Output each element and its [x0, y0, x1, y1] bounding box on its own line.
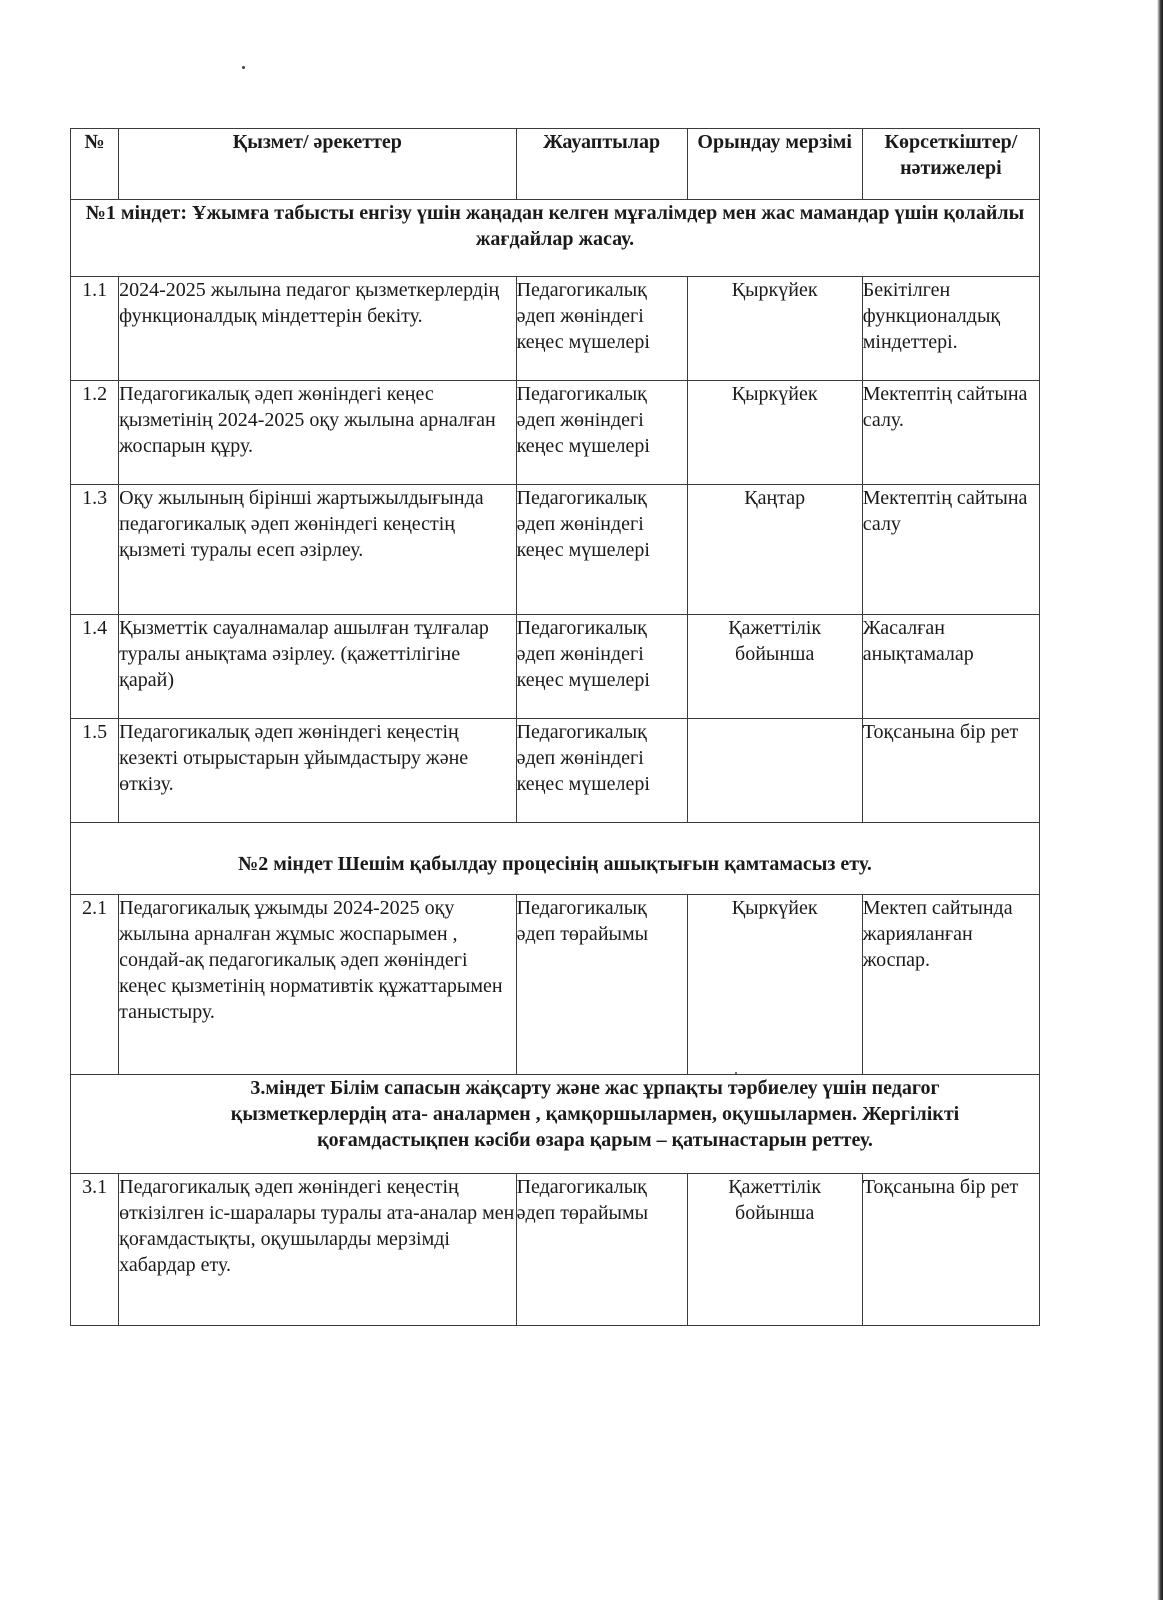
row-result: Тоқсанына бір рет: [862, 719, 1039, 823]
row-number: 1.2: [71, 381, 119, 485]
row-action: Педагогикалық ұжымды 2024-2025 оқу жылына арналған жұмыс жоспарымен , сондай-ақ педагогикалық әдеп жөніндегі кеңес қызметінің нормативтік құжаттарымен таныстыру.: [119, 895, 516, 1075]
task3-title: 3.міндет Білім сапасын жақсарту және жас ұрпақты тәрбиелеу үшін педагог қызметкерлердің ата- аналармен , қамқоршылармен, оқушылармен. Жергілікті қоғамдастықпен кәсіби өзара қарым – қатынастарын реттеу.: [71, 1075, 1040, 1174]
table-row: [71, 615, 1040, 719]
task1-title: №1 міндет: Ұжымға табысты енгізу үшін жаңадан келген мұғалімдер мен жас мамандар үшін қолайлы жағдайлар жасау.: [71, 200, 1040, 277]
row-responsible: Педагогикалық әдеп жөніндегі кеңес мүшелері: [516, 719, 687, 823]
task-heading-row: [71, 1075, 1040, 1174]
row-number: 1.3: [71, 485, 119, 615]
row-action: Педагогикалық әдеп жөніндегі кеңес қызметінің 2024-2025 оқу жылына арналған жоспарын құру.: [119, 381, 516, 485]
row-deadline: Қажеттілік бойынша: [687, 615, 862, 719]
table-row: [71, 719, 1040, 823]
task2-title: №2 міндет Шешім қабылдау процесінің ашықтығын қамтамасыз ету.: [71, 823, 1040, 895]
task-heading-row: [71, 200, 1040, 277]
scan-speck: [242, 66, 245, 69]
table-row: [71, 485, 1040, 615]
row-action: Оқу жылының бірінші жартыжылдығында педагогикалық әдеп жөніндегі кеңестің қызметі туралы есеп әзірлеу.: [119, 485, 516, 615]
row-responsible: Педагогикалық әдеп төрайымы: [516, 1174, 687, 1326]
row-deadline: Қыркүйек: [687, 895, 862, 1075]
row-responsible: Педагогикалық әдеп жөніндегі кеңес мүшелері: [516, 485, 687, 615]
row-action: Педагогикалық әдеп жөніндегі кеңестің кезекті отырыстарын ұйымдастыру және өткізу.: [119, 719, 516, 823]
row-action: Қызметтік сауалнамалар ашылған тұлғалар туралы анықтама әзірлеу. (қажеттілігіне қарай): [119, 615, 516, 719]
row-number: 1.5: [71, 719, 119, 823]
plan-table: [70, 128, 1040, 1326]
row-deadline: Қаңтар: [687, 485, 862, 615]
table-row: [71, 895, 1040, 1075]
row-responsible: Педагогикалық әдеп төрайымы: [516, 895, 687, 1075]
row-responsible: Педагогикалық әдеп жөніндегі кеңес мүшелері: [516, 277, 687, 381]
header-responsible: Жауаптылар: [516, 129, 687, 200]
row-result: Мектептің сайтына салу.: [862, 381, 1039, 485]
row-deadline: Қыркүйек: [687, 381, 862, 485]
row-number: 3.1: [71, 1174, 119, 1326]
row-action: Педагогикалық әдеп жөніндегі кеңестің өткізілген іс-шаралары туралы ата-аналар мен қоғамдастықты, оқушыларды мерзімді хабардар ету.: [119, 1174, 516, 1326]
row-action: 2024-2025 жылына педагог қызметкерлердің функционалдық міндеттерін бекіту.: [119, 277, 516, 381]
row-result: Мектеп сайтында жарияланған жоспар.: [862, 895, 1039, 1075]
row-deadline: [687, 719, 862, 823]
row-number: 1.4: [71, 615, 119, 719]
table-row: [71, 277, 1040, 381]
row-number: 2.1: [71, 895, 119, 1075]
header-deadline: Орындау мерзімі: [687, 129, 862, 200]
row-deadline: Қажеттілік бойынша: [687, 1174, 862, 1326]
row-result: Жасалған анықтамалар: [862, 615, 1039, 719]
row-responsible: Педагогикалық әдеп жөніндегі кеңес мүшелері: [516, 615, 687, 719]
row-result: Бекітілген функционалдық міндеттері.: [862, 277, 1039, 381]
row-deadline: Қыркүйек: [687, 277, 862, 381]
table-row: [71, 381, 1040, 485]
table-row: [71, 1174, 1040, 1326]
row-number: 1.1: [71, 277, 119, 381]
header-row: [71, 129, 1040, 200]
task-heading-row: [71, 823, 1040, 895]
row-responsible: Педагогикалық әдеп жөніндегі кеңес мүшелері: [516, 381, 687, 485]
row-result: Мектептің сайтына салу: [862, 485, 1039, 615]
scan-edge-shadow: [1157, 0, 1163, 1600]
header-num: №: [71, 129, 119, 200]
header-results: Көрсеткіштер/ нәтижелері: [862, 129, 1039, 200]
header-action: Қызмет/ әрекеттер: [119, 129, 516, 200]
row-result: Тоқсанына бір рет: [862, 1174, 1039, 1326]
